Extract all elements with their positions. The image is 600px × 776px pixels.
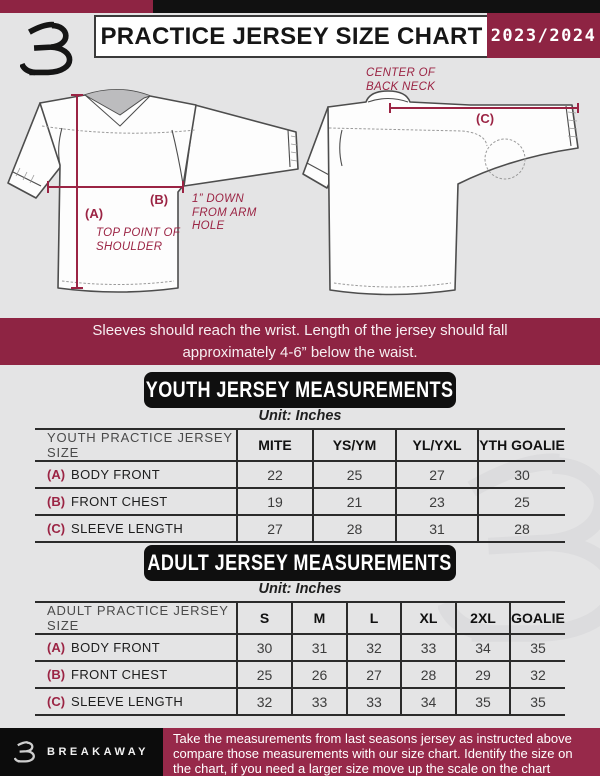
table-row <box>35 515 565 542</box>
adult-cell: 33 <box>292 688 347 715</box>
adult-banner-text: ADULT JERSEY MEASUREMENTS <box>147 550 453 575</box>
adult-cell: 35 <box>510 634 565 661</box>
adult-cell: 25 <box>237 661 292 688</box>
adult-cell: 32 <box>237 688 292 715</box>
row-label: FRONT CHEST <box>71 493 168 509</box>
youth-cell: 31 <box>396 515 478 542</box>
youth-cell: 28 <box>313 515 396 542</box>
youth-col-header: YL/YXL <box>396 429 478 461</box>
adult-cell: 31 <box>292 634 347 661</box>
page-title: PRACTICE JERSEY SIZE CHART <box>100 22 483 50</box>
adult-col-header: 2XL <box>456 602 510 634</box>
row-label: SLEEVE LENGTH <box>71 693 184 709</box>
adult-col-header: L <box>347 602 401 634</box>
adult-size-table <box>35 601 565 716</box>
adult-cell: 28 <box>401 661 456 688</box>
adult-col-header: XL <box>401 602 456 634</box>
youth-table-header-row <box>35 429 565 461</box>
footer-brand-block <box>0 728 163 776</box>
back-jersey-drawing <box>303 91 578 295</box>
youth-cell: 28 <box>478 515 565 542</box>
adult-cell: 33 <box>401 634 456 661</box>
row-label: SLEEVE LENGTH <box>71 520 184 536</box>
row-key: (C) <box>47 520 66 536</box>
youth-unit-label: Unit: Inches <box>258 408 342 424</box>
row-label: BODY FRONT <box>71 466 161 482</box>
adult-cell: 35 <box>456 688 510 715</box>
page-title-box <box>94 15 487 58</box>
adult-cell: 32 <box>510 661 565 688</box>
table-row <box>35 661 565 688</box>
youth-cell: 27 <box>396 461 478 488</box>
row-key: (A) <box>47 466 66 482</box>
row-label: BODY FRONT <box>71 639 161 655</box>
season-badge <box>487 13 600 58</box>
row-key: (A) <box>47 639 66 655</box>
youth-cell: 25 <box>478 488 565 515</box>
youth-section-banner <box>144 372 456 408</box>
youth-col-header: YOUTH PRACTICE JERSEY SIZE <box>47 430 233 460</box>
season-label: 2023/2024 <box>490 25 597 46</box>
adult-cell: 34 <box>401 688 456 715</box>
table-row <box>35 488 565 515</box>
label-a-key: (A) <box>85 206 104 221</box>
label-c-key: (C) <box>476 111 495 126</box>
youth-col-header: YTH GOALIE <box>478 429 565 461</box>
brand-name: BREAKAWAY <box>47 746 149 758</box>
table-row <box>35 634 565 661</box>
label-back-neck-note: CENTER OF BACK NECK <box>366 67 436 93</box>
adult-col-header: GOALIE <box>510 602 565 634</box>
adult-cell: 33 <box>347 688 401 715</box>
front-jersey-drawing <box>8 90 298 292</box>
adult-cell: 32 <box>347 634 401 661</box>
youth-cell: 22 <box>237 461 313 488</box>
table-row <box>35 461 565 488</box>
row-key: (C) <box>47 693 66 709</box>
footer-instructions-block <box>163 728 600 776</box>
row-key: (B) <box>47 666 66 682</box>
top-strip-maroon <box>0 0 153 13</box>
youth-col-header: YS/YM <box>313 429 396 461</box>
row-label: FRONT CHEST <box>71 666 168 682</box>
label-b-note: 1” DOWN FROM ARM HOLE <box>192 193 257 232</box>
youth-banner-text: YOUTH JERSEY MEASUREMENTS <box>146 377 454 402</box>
jersey-diagram <box>0 62 600 318</box>
youth-col-header: MITE <box>237 429 313 461</box>
youth-cell: 27 <box>237 515 313 542</box>
adult-cell: 30 <box>237 634 292 661</box>
adult-col-header: S <box>237 602 292 634</box>
fit-notice-banner <box>0 318 600 365</box>
adult-cell: 27 <box>347 661 401 688</box>
row-key: (B) <box>47 493 66 509</box>
adult-cell: 29 <box>456 661 510 688</box>
table-row <box>35 688 565 715</box>
youth-cell: 30 <box>478 461 565 488</box>
label-b-key: (B) <box>150 192 169 207</box>
adult-cell: 34 <box>456 634 510 661</box>
adult-unit-label: Unit: Inches <box>258 581 342 597</box>
adult-col-header: M <box>292 602 347 634</box>
adult-cell: 26 <box>292 661 347 688</box>
youth-cell: 23 <box>396 488 478 515</box>
youth-cell: 19 <box>237 488 313 515</box>
adult-table-header-row <box>35 602 565 634</box>
label-a-note: TOP POINT OF SHOULDER <box>96 227 180 253</box>
fit-notice-text: Sleeves should reach the wrist. Length of the jersey should fall approximately 4-6” below the waist. <box>92 321 508 361</box>
adult-cell: 35 <box>510 688 565 715</box>
adult-col-header: ADULT PRACTICE JERSEY SIZE <box>47 603 229 633</box>
youth-cell: 21 <box>313 488 396 515</box>
breakaway-footer-logo-icon <box>14 739 38 765</box>
youth-size-table <box>35 428 565 543</box>
footer-instructions-text: Take the measurements from last seasons jersey as instructed above compare those measurements with our size chart. Identify the size on the chart, if you need a larger size move up the scale on the chart <box>173 731 573 776</box>
adult-section-banner <box>144 545 456 581</box>
youth-cell: 25 <box>313 461 396 488</box>
